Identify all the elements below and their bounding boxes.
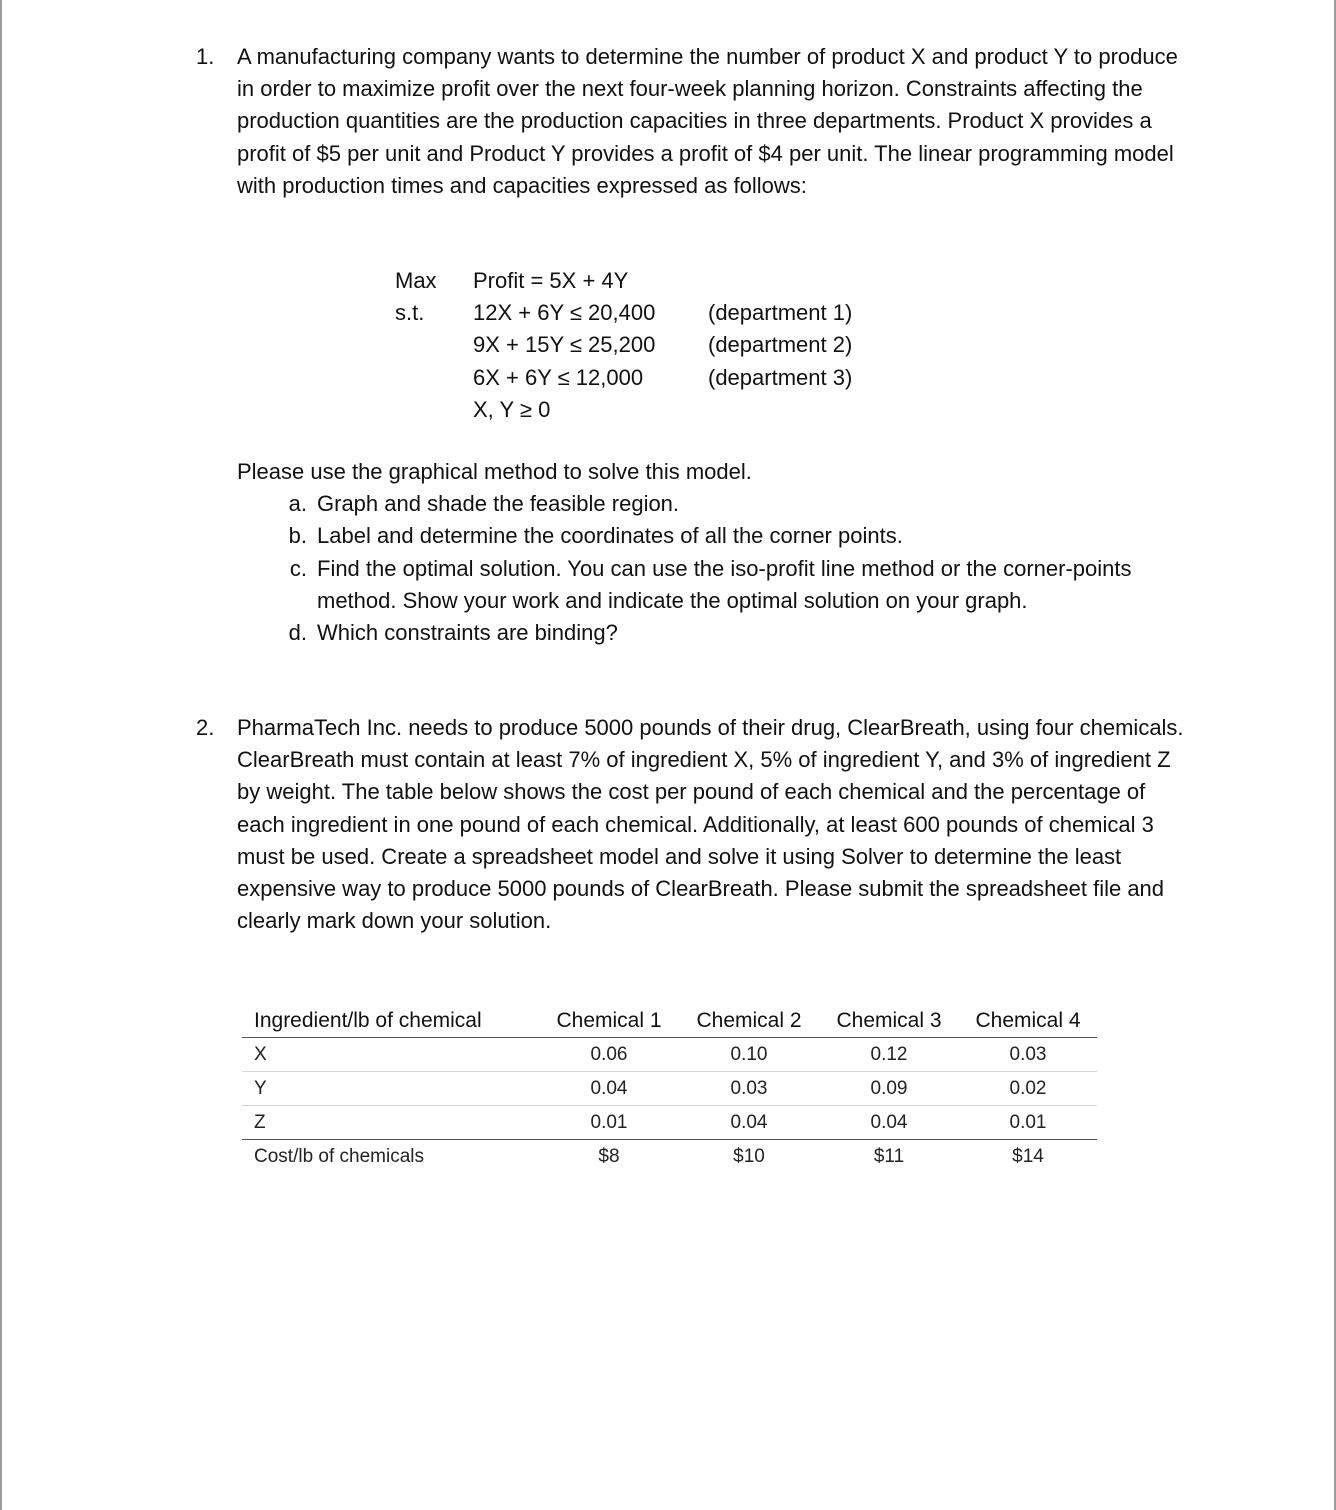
table-cell: 0.03 [959, 1038, 1097, 1072]
question-1 [196, 41, 1186, 202]
table-cell: $8 [598, 1145, 620, 1167]
table-cell: $14 [1012, 1145, 1044, 1167]
instruction-text: Please use the graphical method to solve this model. [237, 459, 752, 484]
table-row [242, 1072, 1097, 1106]
row-label: X [242, 1038, 539, 1072]
row-label: Y [242, 1072, 539, 1106]
chemical-table [242, 1004, 1097, 1173]
question-2-text: PharmaTech Inc. needs to produce 5000 pounds of their drug, ClearBreath, using four chemicals. ClearBreath must contain at least 7% of ingredient X, 5% of ingredient Y, and 3% of ingredient Z by weight. The table below shows the cost per pound of each chemical and the percentage of each ingredient in one pound of each chemical. Additionally, at least 600 pounds of chemical 3 must be used. Create a spreadsheet model and solve it using Solver to determine the least expensive way to produce 5000 pounds of ClearBreath. Please submit the spreadsheet file and clearly mark down your solution. [237, 715, 1184, 934]
objective-function: Profit = 5X + 4Y [473, 268, 629, 293]
part-letter: d. [288, 620, 307, 646]
part-text: Graph and shade the feasible region. [317, 491, 680, 517]
table-header: Chemical 2 [679, 1004, 819, 1038]
row-label: Z [242, 1106, 539, 1140]
row-label: Cost/lb of chemicals [254, 1145, 425, 1167]
table-cell: 0.01 [959, 1106, 1097, 1140]
table-header: Chemical 1 [539, 1004, 679, 1038]
table-row [242, 1106, 1097, 1140]
constraint-expression: 6X + 6Y ≤ 12,000 [473, 364, 644, 390]
table-cell: 0.09 [819, 1072, 959, 1106]
part-a [237, 488, 1197, 520]
part-letter: a. [288, 491, 307, 517]
table-header: Ingredient/lb of chemical [242, 1004, 539, 1038]
page-border-left [0, 0, 2, 1510]
constraint-expression: 9X + 15Y ≤ 25,200 [473, 332, 656, 358]
table-cell: 0.01 [539, 1106, 679, 1140]
table-cell: 0.10 [679, 1038, 819, 1072]
table-header-row [242, 1004, 1097, 1038]
table-cell: 0.04 [819, 1106, 959, 1140]
question-2 [196, 712, 1186, 937]
question-2-number: 2. [196, 715, 215, 740]
table-cell: 0.03 [679, 1072, 819, 1106]
constraint-note: (department 2) [708, 332, 853, 358]
table-cell: $11 [873, 1145, 905, 1167]
part-d [237, 617, 1197, 649]
table-cell: 0.12 [819, 1038, 959, 1072]
constraint-expression: 12X + 6Y ≤ 20,400 [473, 300, 656, 326]
table-cell: 0.06 [539, 1038, 679, 1072]
table-cell: 0.04 [539, 1072, 679, 1106]
subject-to-label: s.t. [395, 300, 425, 326]
constraint-note: (department 3) [708, 364, 853, 390]
question-1-number: 1. [196, 44, 215, 69]
table-cell: 0.04 [679, 1106, 819, 1140]
nonnegativity-constraint: X, Y ≥ 0 [473, 396, 551, 422]
part-c [237, 553, 1197, 617]
question-1-instructions [237, 456, 1197, 649]
part-b [237, 520, 1197, 552]
part-text: Which constraints are binding? [317, 620, 618, 646]
part-text: Find the optimal solution. You can use the iso-profit line method or the corner-points method. Show your work and indicate the optimal solution on your graph. [317, 555, 1132, 613]
table-row [242, 1038, 1097, 1072]
question-1-text: A manufacturing company wants to determine the number of product X and product Y to produce in order to maximize profit over the next four-week planning horizon. Constraints affecting the production quantities are the production capacities in three departments. Product X provides a profit of $5 per unit and Product Y provides a profit of $4 per unit. The linear programming model with production times and capacities expressed as follows: [237, 44, 1178, 198]
table-header: Chemical 3 [819, 1004, 959, 1038]
part-text: Label and determine the coordinates of all the corner points. [317, 523, 903, 549]
table-cell: 0.02 [959, 1072, 1097, 1106]
part-letter: b. [288, 523, 307, 549]
max-label: Max [395, 268, 437, 293]
cost-row [242, 1140, 1097, 1174]
table-cell: $10 [733, 1145, 765, 1167]
constraint-note: (department 1) [708, 300, 853, 326]
part-letter: c. [289, 555, 307, 581]
table-header: Chemical 4 [959, 1004, 1097, 1038]
